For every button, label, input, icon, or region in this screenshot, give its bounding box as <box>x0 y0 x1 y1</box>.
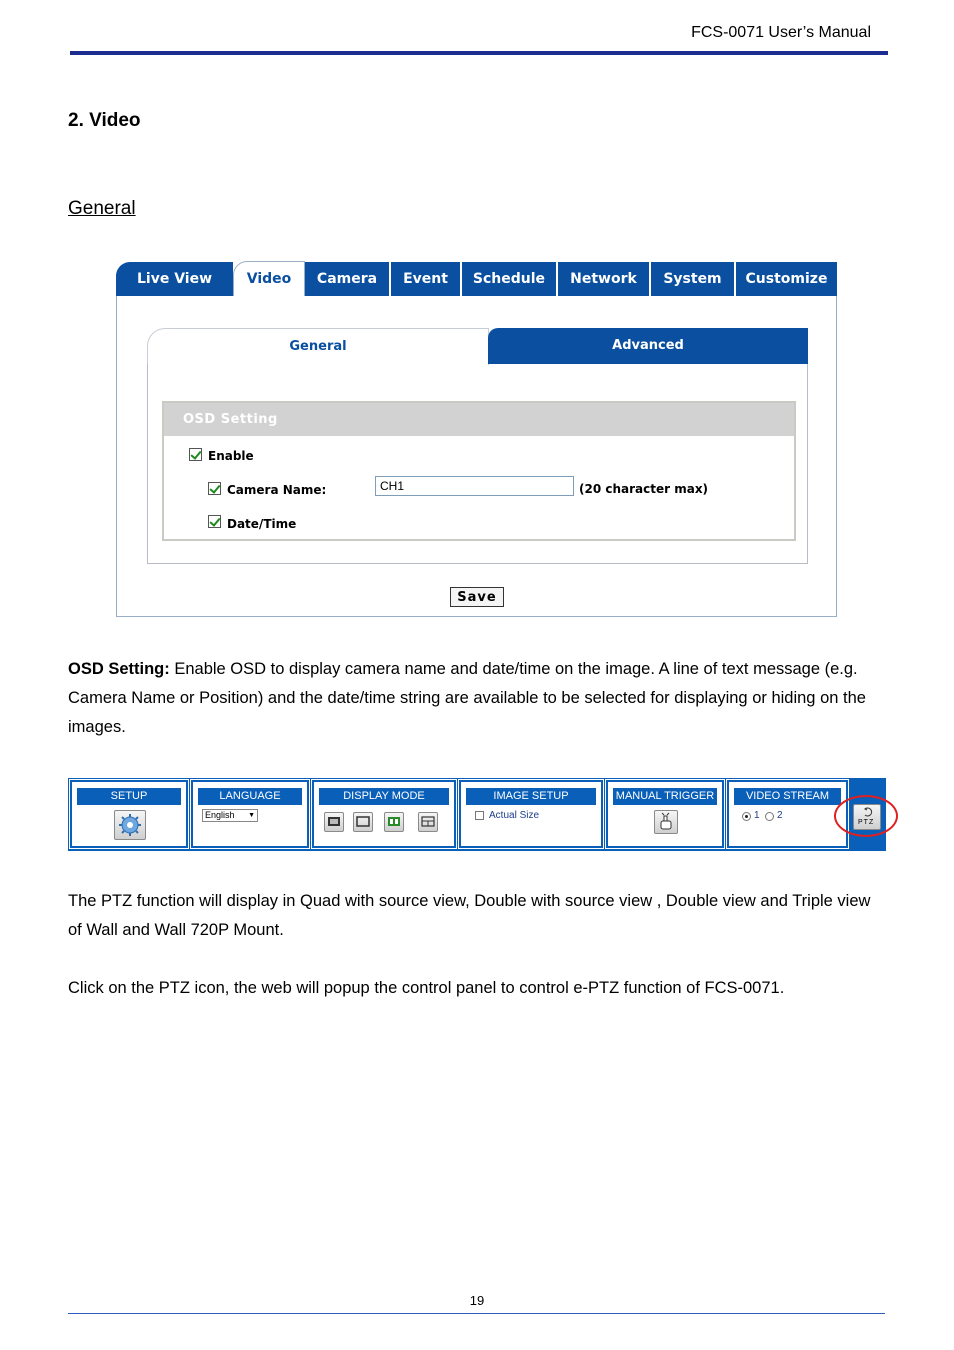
main-tab-bar <box>116 262 837 296</box>
manual-trigger-group <box>606 780 724 848</box>
general-content-box <box>147 364 808 564</box>
enable-label: Enable <box>208 449 254 463</box>
display-mode-double-button[interactable] <box>384 812 404 832</box>
image-setup-title: IMAGE SETUP <box>466 788 596 805</box>
ptz-description: The PTZ function will display in Quad with source view, Double with source view , Double view and Triple view of Wall and Wall 720P Mount. <box>68 892 871 939</box>
footer-rule <box>68 1313 885 1314</box>
tab-customize[interactable]: Customize <box>736 262 837 296</box>
document-header-title: FCS-0071 User’s Manual <box>691 24 871 41</box>
tab-live-view[interactable]: Live View <box>116 262 233 296</box>
stream-2-label: 2 <box>777 810 783 821</box>
camera-name-checkbox[interactable] <box>208 482 221 495</box>
osd-description-text: Enable OSD to display camera name and date/time on the image. A line of text message (e.g. Camera Name or Position) and the date/time string are available to be selected for displaying or hiding on the images. <box>68 660 866 736</box>
osd-setting-heading: OSD Setting <box>164 403 794 436</box>
language-group <box>191 780 309 848</box>
ptz-highlight-circle <box>834 795 898 837</box>
subtab-advanced[interactable]: Advanced <box>488 328 808 364</box>
language-select-value: English <box>205 810 235 820</box>
header-rule <box>70 51 888 55</box>
video-settings-screenshot <box>116 262 837 617</box>
stream-1-radio[interactable] <box>742 812 751 821</box>
setup-gear-button[interactable] <box>114 810 146 840</box>
live-view-toolbar-screenshot <box>68 778 886 851</box>
actual-size-checkbox[interactable] <box>475 811 484 820</box>
language-title: LANGUAGE <box>198 788 302 805</box>
section-subtitle: General <box>68 198 136 219</box>
hand-pointer-icon <box>655 811 677 833</box>
manual-trigger-title: MANUAL TRIGGER <box>613 788 717 805</box>
display-mode-group <box>312 780 456 848</box>
gear-icon <box>115 811 145 839</box>
char-limit-note: (20 character max) <box>579 482 709 496</box>
display-mode-title: DISPLAY MODE <box>319 788 449 805</box>
tab-camera[interactable]: Camera <box>305 262 389 296</box>
osd-description <box>68 655 888 742</box>
ptz-label: PTZ <box>858 819 875 826</box>
datetime-label: Date/Time <box>227 517 297 531</box>
subtab-general[interactable]: General <box>147 328 489 365</box>
ptz-click-instruction: Click on the PTZ icon, the web will popup the control panel to control e-PTZ function of FCS-0071. <box>68 979 785 997</box>
stream-1-label: 1 <box>754 810 760 821</box>
datetime-checkbox[interactable] <box>208 515 221 528</box>
stream-2-radio[interactable] <box>765 812 774 821</box>
video-stream-group <box>727 780 848 848</box>
actual-size-label: Actual Size <box>489 810 540 821</box>
chevron-down-icon: ▼ <box>248 812 255 819</box>
enable-checkbox[interactable] <box>189 448 202 461</box>
save-button[interactable]: Save <box>450 587 504 607</box>
double-view-icon <box>385 813 403 831</box>
display-mode-single-button[interactable] <box>353 812 373 832</box>
tab-network[interactable]: Network <box>558 262 649 296</box>
camera-name-input[interactable] <box>375 476 574 496</box>
tab-video[interactable]: Video <box>233 261 305 298</box>
camera-name-label: Camera Name: <box>227 483 327 497</box>
setup-group <box>70 780 188 848</box>
image-setup-group <box>459 780 603 848</box>
section-title: 2. Video <box>68 110 141 131</box>
osd-description-label: OSD Setting: <box>68 660 170 678</box>
setup-title: SETUP <box>77 788 181 805</box>
video-stream-title: VIDEO STREAM <box>734 788 841 805</box>
osd-setting-box <box>162 401 796 541</box>
display-mode-quad-button[interactable] <box>324 812 344 832</box>
display-mode-triple-button[interactable] <box>418 812 438 832</box>
tab-schedule[interactable]: Schedule <box>462 262 556 296</box>
quad-view-icon <box>325 813 343 831</box>
subtab-bar <box>147 328 808 364</box>
settings-panel <box>116 296 837 617</box>
manual-trigger-button[interactable] <box>654 810 678 834</box>
single-view-icon <box>354 813 372 831</box>
language-select[interactable] <box>202 809 258 822</box>
tab-event[interactable]: Event <box>391 262 460 296</box>
page-number: 19 <box>469 1293 485 1308</box>
triple-view-icon <box>419 813 437 831</box>
tab-system[interactable]: System <box>651 262 734 296</box>
